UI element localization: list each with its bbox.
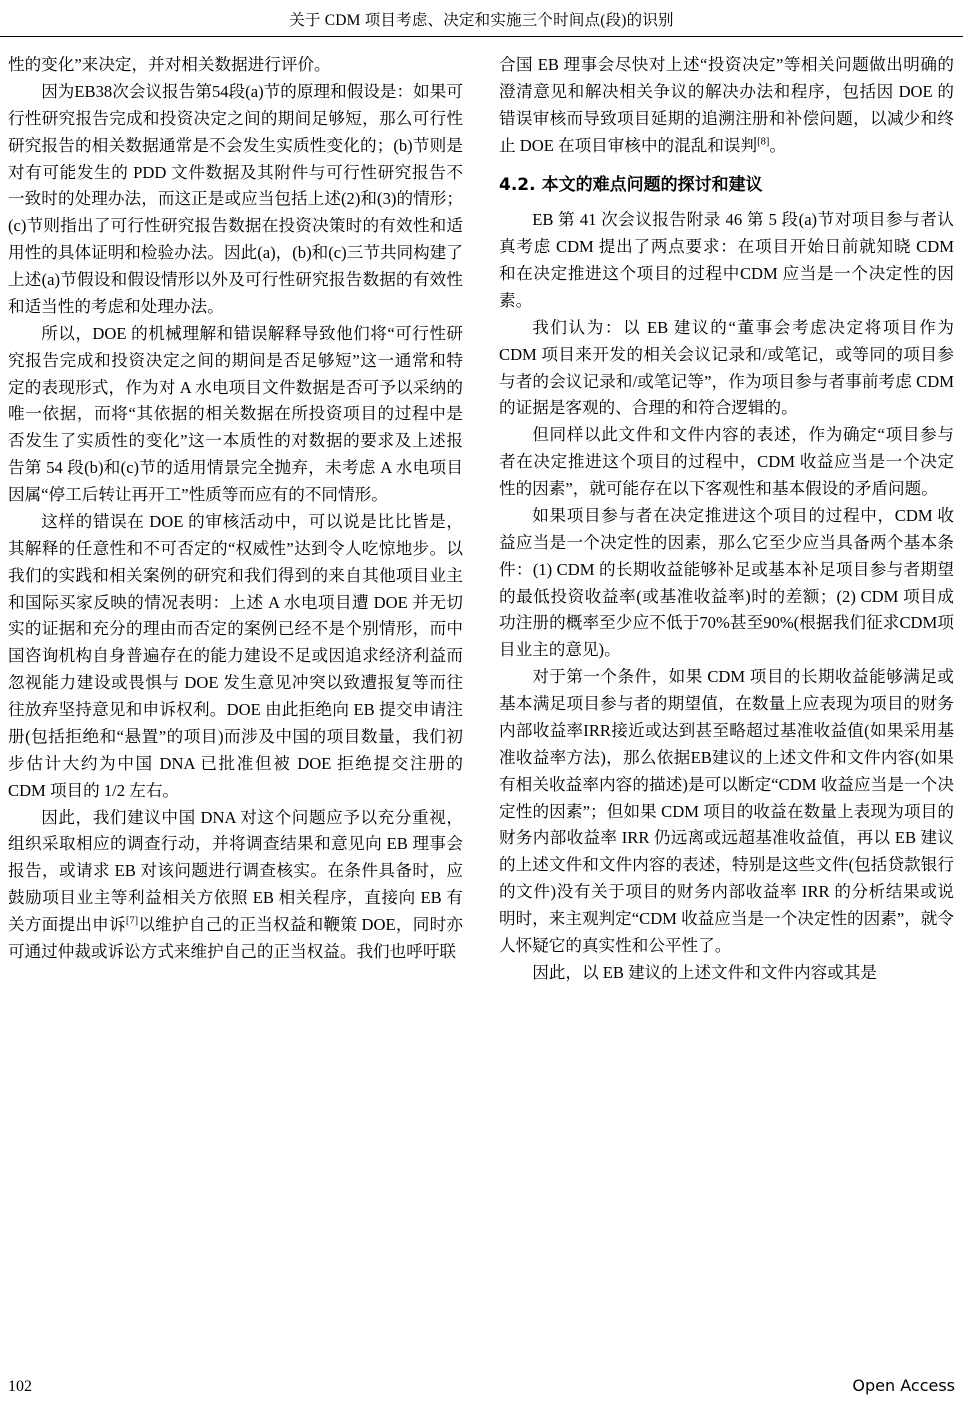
paragraph: 性的变化”来决定，并对相关数据进行评价。 bbox=[8, 55, 331, 74]
footnote-marker: [7] bbox=[125, 915, 139, 927]
two-column-body bbox=[8, 52, 955, 1342]
running-head: 关于 CDM 项目考虑、决定和实施三个时间点(段)的识别 bbox=[289, 12, 674, 29]
paragraph: 因此，我们建议中国 DNA 对这个问题应予以充分重视，组织采取相应的调查行动，并将调查结果和意见向 EB 理事会报告，或请求 EB 对该问题进行调查核实。在条件具备时，应鼓励项目业主等利益相关方依照 EB 相关程序，直接向 EB 有关方面提出申诉[7]以维护自己的正当权益和鞭策 DOE，同时亦可通过仲裁或诉讼方式来维护自己的正当权益。我们也呼吁联 bbox=[8, 807, 463, 961]
open-access-label: Open Access bbox=[852, 1376, 955, 1395]
page-number: 102 bbox=[8, 1378, 32, 1395]
section-number: 4.2. bbox=[499, 174, 536, 195]
paragraph: 我们认为：以 EB 建议的“董事会考虑决定将项目作为 CDM 项目来开发的相关会议记录和/或笔记，或等同的项目参与者的会议记录和/或笔记等”，作为项目参与者事前考虑 CDM 的证据是客观的、合理的和符合逻辑的。 bbox=[499, 317, 954, 418]
paragraph: 因此，以 EB 建议的上述文件和文件内容或其是 bbox=[532, 962, 877, 982]
paragraph: 因为EB38次会议报告第54段(a)节的原理和假设是：如果可行性研究报告完成和投资决定之间的期间足够短，那么可行性研究报告的相关数据通常是不会发生实质性变化的；(b)节则是对有可能发生的 PDD 文件数据及其附件与可行性研究报告不一致时的处理办法，而这正是或应当包括上述(2)和(3)的情形；(c)节则指出了可行性研究报告数据在投资决策时的有效性和适用性的具体证明和检验办法。因此(a)，(b)和(c)三节共同构建了上述(a)节假设和假设情形以外及可行性研究报告数据的有效性和适当性的考虑和处理办法。 bbox=[8, 81, 463, 316]
section-heading bbox=[499, 174, 954, 198]
paragraph: 合国 EB 理事会尽快对上述“投资决定”等相关问题做出明确的澄清意见和解决相关争议的解决办法和程序，包括因 DOE 的错误审核而导致项目延期的追溯注册和补偿问题，以减少和终止 DOE 在项目审核中的混乱和误判[8]。 bbox=[499, 55, 954, 155]
paragraph: 如果项目参与者在决定推进这个项目的过程中，CDM 收益应当是一个决定性的因素，那么它至少应当具备两个基本条件：(1) CDM 的长期收益能够补足或基本补足项目参与者期望的最低投资收益率(或基准收益率)时的差额；(2) CDM 项目成功注册的概率至少应不低于70%甚至90%(根据我们征求CDM项目业主的意见)。 bbox=[499, 505, 954, 660]
left-column bbox=[8, 52, 463, 1342]
paragraph: 这样的错误在 DOE 的审核活动中，可以说是比比皆是，其解释的任意性和不可否定的“权威性”达到令人吃惊地步。以我们的实践和相关案例的研究和我们得到的来自其他项目业主和国际买家反映的情况表明：上述 A 水电项目遭 DOE 并无切实的证据和充分的理由而否定的案例已经不是个别情形，而中国咨询机构自身普遍存在的能力建设不足或因追求经济利益而忽视能力建设或畏惧与 DOE 发生意见冲突以致遭报复等而往往放弃坚持意见和申诉权利。DOE 由此拒绝向 EB 提交申请注册(包括拒绝和“悬置”的项目)而涉及中国的项目数量，我们初步估计大约为中国 DNA 已批准但被 DOE 拒绝提交注册的 CDM 项目的 1/2 左右。 bbox=[8, 511, 463, 800]
footnote-marker: [8] bbox=[757, 136, 770, 148]
section-title: 本文的难点问题的探讨和建议 bbox=[541, 174, 763, 195]
page-footer bbox=[8, 1376, 955, 1396]
paragraph: 对于第一个条件，如果 CDM 项目的长期收益能够满足或基本满足项目参与者的期望值，在数量上应表现为项目的财务内部收益率IRR接近或达到甚至略超过基准收益值(如果采用基准收益率方法)，那么依据EB建议的上述文件和文件内容(如果有相关收益率内容的描述)是可以断定“CDM 收益应当是一个决定性的因素”；但如果 CDM 项目的收益在数量上表现为项目的财务内部收益率 IRR 仍远离或远超基准收益值，再以 EB 建议的上述文件和文件内容的表述，特别是这些文件(包括贷款银行的文件)没有关于项目的财务内部收益率 IRR 的分析结果或说明时，来主观判定“CDM 收益应当是一个决定性的因素”，就令人怀疑它的真实性和公平性了。 bbox=[499, 667, 954, 955]
paragraph: 所以，DOE 的机械理解和错误解释导致他们将“可行性研究报告完成和投资决定之间的期间是否足够短”这一通常和特定的表现形式，作为对 A 水电项目文件数据是否可予以采纳的唯一依据，而将“其依据的相关数据在所投资项目的过程中是否发生了实质性的变化”这一本质性的对数据的要求及上述报告第 54 段(b)和(c)节的适用情景完全抛弃，未考虑 A 水电项目因属“停工后转让再开工”性质等而应有的不同情形。 bbox=[8, 323, 463, 504]
header-rule bbox=[0, 36, 963, 37]
paragraph: EB 第 41 次会议报告附录 46 第 5 段(a)节对项目参与者认真考虑 CDM 提出了两点要求：在项目开始日前就知晓 CDM 和在决定推进这个项目的过程中CDM 应当是一个决定性的因素。 bbox=[499, 210, 954, 310]
right-column bbox=[499, 52, 954, 1342]
paragraph: 但同样以此文件和文件内容的表述，作为确定“项目参与者在决定推进这个项目的过程中，CDM 收益应当是一个决定性的因素”，就可能存在以下客观性和基本假设的矛盾问题。 bbox=[499, 425, 954, 499]
